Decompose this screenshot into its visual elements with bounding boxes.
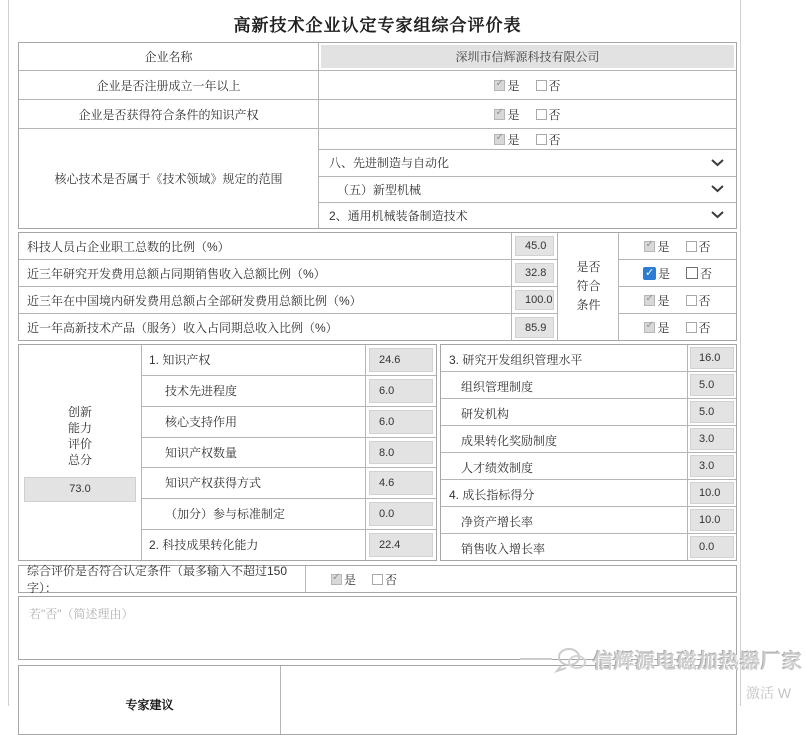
no-checkbox[interactable] — [536, 80, 547, 91]
score-value: 5.0 — [690, 374, 734, 396]
no-checkbox[interactable] — [372, 574, 383, 585]
chevron-down-icon — [711, 185, 724, 193]
page-right-border — [740, 0, 741, 706]
no-checkbox[interactable] — [536, 109, 547, 120]
tech-subcategory-select[interactable] — [319, 176, 736, 202]
score-value: 10.0 — [690, 509, 734, 531]
yes-checkbox[interactable] — [331, 574, 342, 585]
score-value: 0.0 — [690, 536, 734, 558]
watermark-text: 信辉源电磁加热器厂家 — [593, 650, 803, 673]
score-row: 组织管理制度 5.0 — [441, 372, 736, 399]
score-row: 4. 成长指标得分 10.0 — [441, 480, 736, 507]
no-checkbox[interactable] — [686, 267, 698, 279]
expert-advice-input-area[interactable] — [281, 666, 736, 734]
ratio-row-label: 近三年研究开发费用总额占同期销售收入总额比例（%） — [19, 260, 512, 287]
score-value: 24.6 — [369, 348, 433, 372]
reason-textarea[interactable] — [19, 597, 736, 659]
company-name-label: 企业名称 — [19, 43, 319, 70]
chevron-down-icon — [711, 159, 724, 167]
condition-label: 是否 符合 条件 — [576, 260, 601, 312]
yes-checkbox[interactable] — [643, 267, 656, 280]
ratio-yes-no-group: ✓ 是 否 — [644, 292, 710, 309]
yes-checkbox[interactable] — [644, 322, 655, 333]
score-row: 知识产权获得方式 4.6 — [141, 468, 436, 499]
score-value: 3.0 — [690, 428, 734, 450]
yes-checkbox[interactable] — [494, 80, 505, 91]
score-table-right — [440, 344, 737, 561]
score-value: 5.0 — [690, 401, 734, 423]
score-value: 8.0 — [369, 441, 433, 465]
score-table-left — [18, 344, 437, 561]
score-value: 10.0 — [690, 482, 734, 504]
tech-category-value: 八、先进制造与自动化 — [329, 156, 450, 171]
no-checkbox[interactable] — [686, 295, 697, 306]
ip-yes-no-group: ✓ 是 否 — [494, 106, 560, 123]
total-score-value: 73.0 — [24, 477, 136, 502]
page-left-border — [8, 0, 9, 706]
tech-field-yes-no-row — [319, 129, 736, 149]
score-row: 1. 知识产权 24.6 — [141, 345, 436, 376]
score-row: 核心支持作用 6.0 — [141, 407, 436, 438]
score-row: 2. 科技成果转化能力 22.4 — [141, 530, 436, 560]
ratio-yes-no-group: ✓ 是 否 — [643, 265, 712, 282]
score-row: 成果转化奖励制度 3.0 — [441, 426, 736, 453]
tech-item-select[interactable] — [319, 202, 736, 228]
yes-checkbox[interactable] — [644, 295, 655, 306]
chevron-down-icon — [711, 211, 724, 219]
company-name-value: 深圳市信辉源科技有限公司 — [321, 45, 734, 68]
yes-checkbox[interactable] — [644, 241, 655, 252]
score-value: 3.0 — [690, 455, 734, 477]
no-checkbox[interactable] — [686, 241, 697, 252]
score-row: 销售收入增长率 0.0 — [441, 534, 736, 560]
overall-yes-no-group: ✓ 是 否 — [331, 571, 397, 588]
score-value: 6.0 — [369, 410, 433, 434]
basic-info-table — [18, 42, 737, 229]
ratio-yes-no-group: ✓ 是 否 — [644, 319, 710, 336]
ratio-row-value: 85.9 — [515, 317, 554, 338]
overall-evaluation-label: 综合评价是否符合认定条件（最多输入不超过150字）： — [19, 566, 306, 592]
expert-advice-label: 专家建议 — [125, 698, 174, 712]
expert-advice-row — [18, 665, 737, 735]
tech-category-select[interactable] — [319, 149, 736, 175]
ratio-table — [18, 232, 737, 341]
no-checkbox[interactable] — [686, 322, 697, 333]
ratio-row-value: 45.0 — [515, 236, 554, 256]
score-value: 16.0 — [690, 347, 734, 369]
score-row: 技术先进程度 6.0 — [141, 376, 436, 407]
no-checkbox[interactable] — [536, 134, 547, 145]
ratio-row-value: 32.8 — [515, 263, 554, 283]
score-row: 人才绩效制度 3.0 — [441, 453, 736, 480]
overall-evaluation-row — [18, 565, 737, 593]
tech-field-label: 核心技术是否属于《技术领域》规定的范围 — [19, 129, 319, 228]
tech-subcategory-value: （五）新型机械 — [337, 182, 422, 197]
page-title: 高新技术企业认定专家组综合评价表 — [233, 16, 522, 35]
yes-checkbox[interactable] — [494, 134, 505, 145]
windows-activation-text: 激活 W — [746, 685, 792, 701]
score-row: 净资产增长率 10.0 — [441, 507, 736, 534]
ratio-row-label: 近三年在中国境内研发费用总额占全部研发费用总额比例（%） — [19, 287, 512, 314]
score-row: 知识产权数量 8.0 — [141, 438, 436, 469]
registered-yes-no-group: ✓ 是 否 — [494, 77, 560, 94]
score-value: 0.0 — [369, 502, 433, 526]
ratio-row-value: 100.0 — [515, 290, 554, 310]
score-value: 22.4 — [369, 533, 433, 557]
score-row: （加分）参与标准制定 0.0 — [141, 499, 436, 530]
tech-field-yes-no-group: ✓ 是 否 — [494, 131, 560, 148]
ip-label: 企业是否获得符合条件的知识产权 — [19, 100, 319, 128]
ratio-row-label: 科技人员占企业职工总数的比例（%） — [19, 233, 512, 260]
score-value: 6.0 — [369, 379, 433, 403]
tech-item-value: 2、通用机械装备制造技术 — [329, 208, 468, 223]
yes-checkbox[interactable] — [494, 109, 505, 120]
score-row: 3. 研究开发组织管理水平 16.0 — [441, 345, 736, 372]
score-value: 4.6 — [369, 471, 433, 495]
ratio-yes-no-group: ✓ 是 否 — [644, 238, 710, 255]
reason-box — [18, 596, 737, 660]
registered-label: 企业是否注册成立一年以上 — [19, 71, 319, 99]
ratio-row-label: 近一年高新技术产品（服务）收入占同期总收入比例（%） — [19, 314, 512, 341]
total-score-cell: 创新 能力 评价 总分 73.0 — [19, 345, 142, 560]
score-row: 研发机构 5.0 — [441, 399, 736, 426]
